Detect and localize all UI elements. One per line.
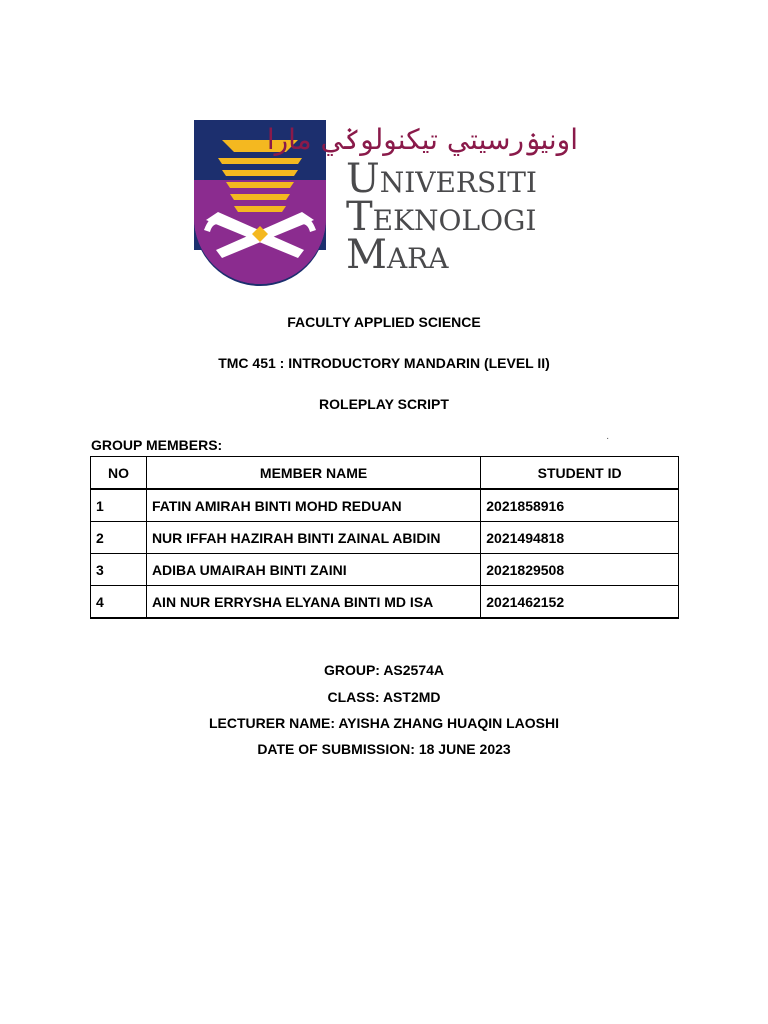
cell-student-id: 2021858916 xyxy=(481,489,679,522)
cell-member-name: NUR IFFAH HAZIRAH BINTI ZAINAL ABIDIN xyxy=(146,522,480,554)
column-header-no: NO xyxy=(91,457,147,490)
table-header-row xyxy=(91,457,679,490)
class-code: CLASS: AST2MD xyxy=(327,689,441,705)
document-title: ROLEPLAY SCRIPT xyxy=(319,396,449,412)
university-name-line-1: Universiti xyxy=(346,156,537,202)
cell-student-id: 2021829508 xyxy=(481,554,679,586)
jawi-university-name: اونيۏرسيتي تيکنولوݢي مارا xyxy=(266,123,578,156)
cell-no: 4 xyxy=(91,586,147,619)
cell-no: 3 xyxy=(91,554,147,586)
group-code: GROUP: AS2574A xyxy=(323,662,445,678)
lecturer-name: LECTURER NAME: AYISHA ZHANG HUAQIN LAOSHI xyxy=(208,715,559,731)
cell-no: 2 xyxy=(91,522,147,554)
column-header-member-name: MEMBER NAME xyxy=(146,457,480,490)
university-name xyxy=(346,156,537,278)
submission-date: DATE OF SUBMISSION: 18 JUNE 2023 xyxy=(257,741,511,757)
university-logo xyxy=(194,118,584,283)
university-name-line-2: Teknologi xyxy=(346,194,537,240)
faculty-title: FACULTY APPLIED SCIENCE xyxy=(287,314,481,330)
group-members-label: GROUP MEMBERS: xyxy=(91,437,223,453)
cell-member-name: AIN NUR ERRYSHA ELYANA BINTI MD ISA xyxy=(146,586,480,619)
table-row xyxy=(91,586,679,619)
members-table xyxy=(90,456,679,619)
cell-member-name: FATIN AMIRAH BINTI MOHD REDUAN xyxy=(146,489,480,522)
cell-member-name: ADIBA UMAIRAH BINTI ZAINI xyxy=(146,554,480,586)
stray-mark: · xyxy=(606,433,610,444)
column-header-student-id: STUDENT ID xyxy=(481,457,679,490)
university-name-line-3: Mara xyxy=(346,232,449,278)
table-row xyxy=(91,554,679,586)
table-row xyxy=(91,522,679,554)
course-title: TMC 451 : INTRODUCTORY MANDARIN (LEVEL II) xyxy=(218,355,550,371)
cell-student-id: 2021462152 xyxy=(481,586,679,619)
cell-no: 1 xyxy=(91,489,147,522)
cell-student-id: 2021494818 xyxy=(481,522,679,554)
table-row xyxy=(91,489,679,522)
